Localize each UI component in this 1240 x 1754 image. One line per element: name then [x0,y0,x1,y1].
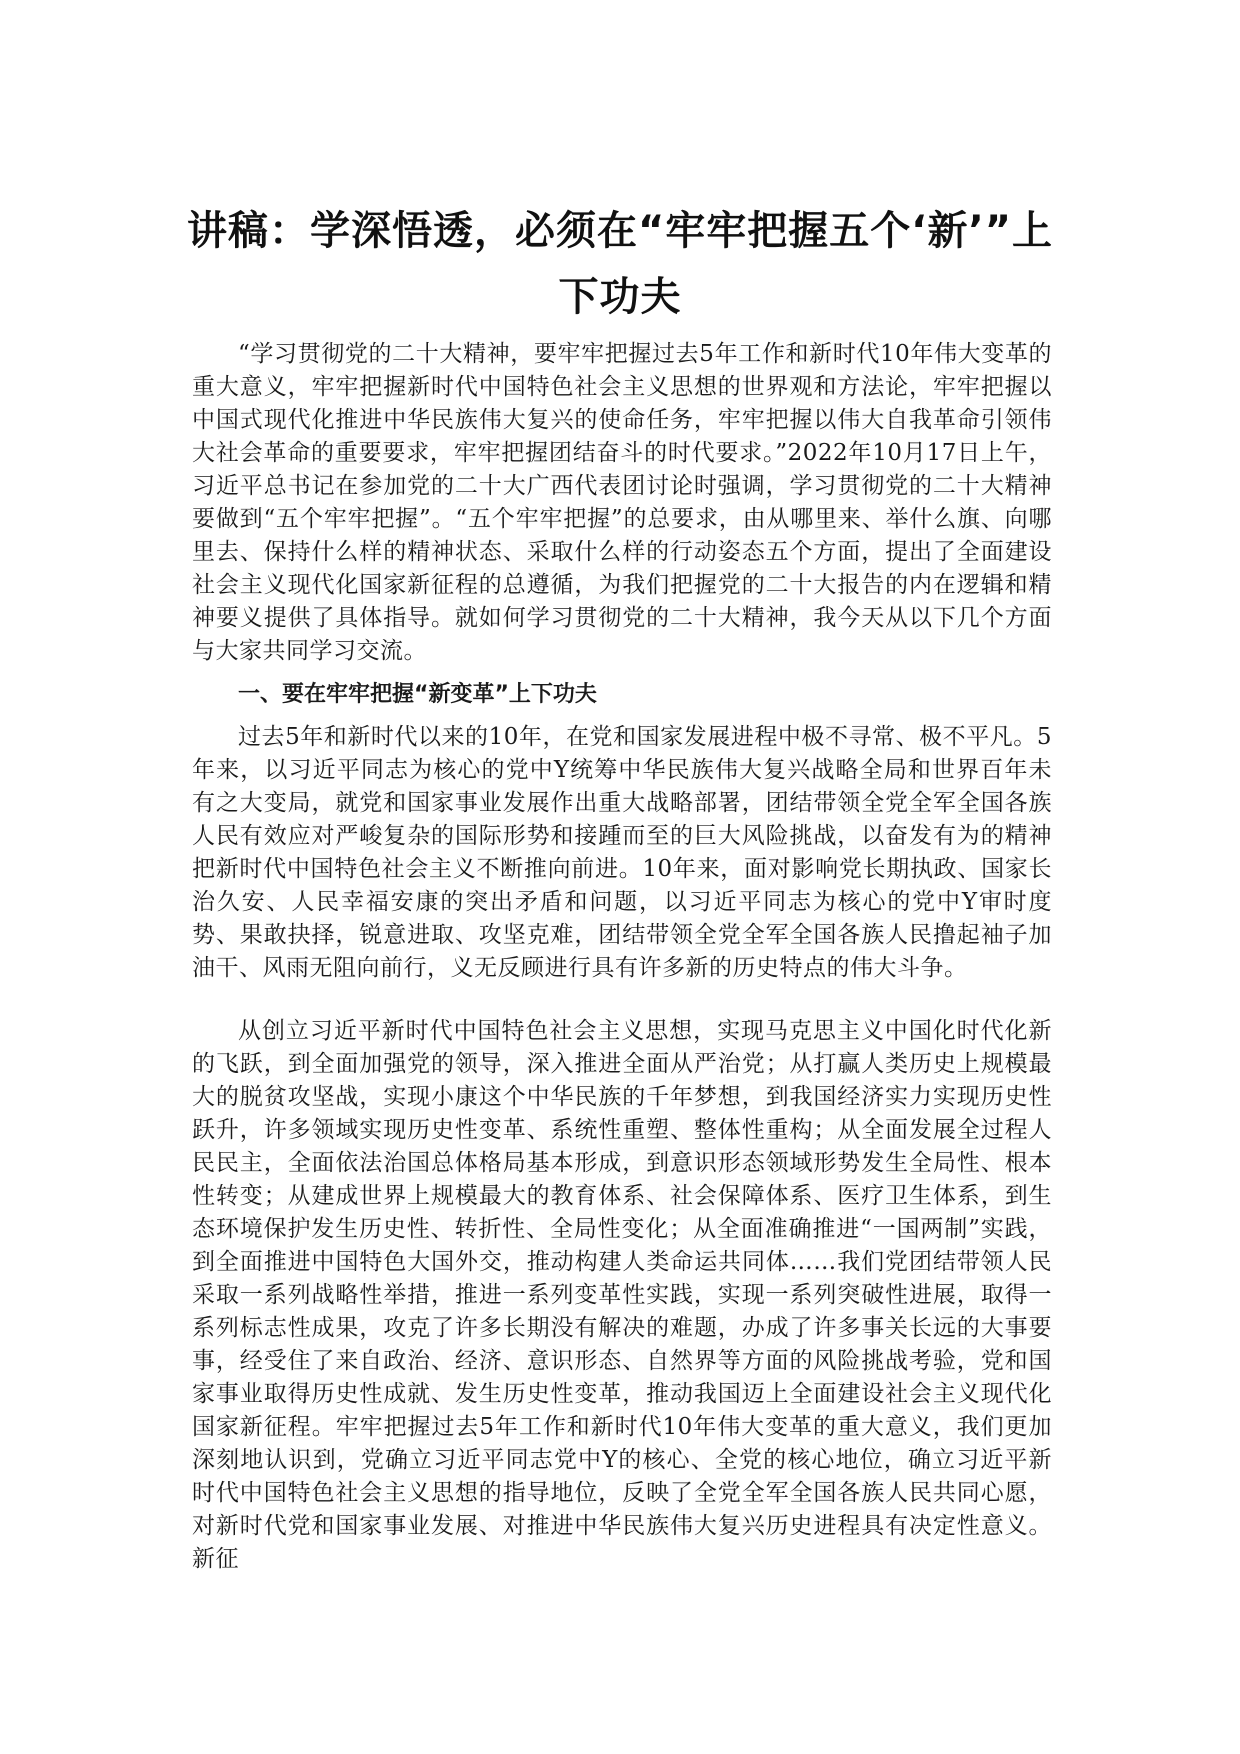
section-heading-1: 一、要在牢牢把握“新变革”上下功夫 [238,682,597,707]
section1-paragraph-2: 从创立习近平新时代中国特色社会主义思想，实现马克思主义中国化时代化新的飞跃，到全面加强党的领导，深入推进全面从严治党；从打赢人类历史上规模最大的脱贫攻坚战，实现小康这个中华民族的千年梦想，到我国经济实力实现历史性跃升，许多领域实现历史性变革、系统性重塑、整体性重构；从全面发展全过程人民民主，全面依法治国总体格局基本形成，到意识形态领域形势发生全局性、根本性转变；从建成世界上规模最大的教育体系、社会保障体系、医疗卫生体系，到生态环境保护发生历史性、转折性、全局性变化；从全面准确推进“一国两制”实践，到全面推进中国特色大国外交，推动构建人类命运共同体……我们党团结带领人民采取一系列战略性举措，推进一系列变革性实践，实现一系列突破性进展，取得一系列标志性成果，攻克了许多长期没有解决的难题，办成了许多事关长远的大事要事，经受住了来自政治、经济、意识形态、自然界等方面的风险挑战考验，党和国家事业取得历史性成就、发生历史性变革，推动我国迈上全面建设社会主义现代化国家新征程。牢牢把握过去5年工作和新时代10年伟大变革的重大意义，我们更加深刻地认识到，党确立习近平同志党中Y的核心、全党的核心地位，确立习近平新时代中国特色社会主义思想的指导地位，反映了全党全军全国各族人民共同心愿，对新时代党和国家事业发展、对推进中华民族伟大复兴历史进程具有决定性意义。新征 [192,1018,1052,1572]
document-body [192,338,1052,1576]
intro-paragraph: “学习贯彻党的二十大精神，要牢牢把握过去5年工作和新时代10年伟大变革的重大意义，牢牢把握新时代中国特色社会主义思想的世界观和方法论，牢牢把握以中国式现代化推进中华民族伟大复兴的使命任务，牢牢把握以伟大自我革命引领伟大社会革命的重要要求，牢牢把握团结奋斗的时代要求。”2022年10月17日上午，习近平总书记在参加党的二十大广西代表团讨论时强调，学习贯彻党的二十大精神要做到“五个牢牢把握”。“五个牢牢把握”的总要求，由从哪里来、举什么旗、向哪里去、保持什么样的精神状态、采取什么样的行动姿态五个方面，提出了全面建设社会主义现代化国家新征程的总遵循，为我们把握党的二十大报告的内在逻辑和精神要义提供了具体指导。就如何学习贯彻党的二十大精神，我今天从以下几个方面与大家共同学习交流。 [192,341,1052,664]
section1-paragraph-1: 过去5年和新时代以来的10年，在党和国家发展进程中极不寻常、极不平凡。5年来，以习近平同志为核心的党中Y统筹中华民族伟大复兴战略全局和世界百年未有之大变局，就党和国家事业发展作出重大战略部署，团结带领全党全军全国各族人民有效应对严峻复杂的国际形势和接踵而至的巨大风险挑战，以奋发有为的精神把新时代中国特色社会主义不断推向前进。10年来，面对影响党长期执政、国家长治久安、人民幸福安康的突出矛盾和问题，以习近平同志为核心的党中Y审时度势、果敢抉择，锐意进取、攻坚克难，团结带领全党全军全国各族人民撸起袖子加油干、风雨无阻向前行，义无反顾进行具有许多新的历史特点的伟大斗争。 [192,724,1052,981]
document-title: 讲稿：学深悟透，必须在“牢牢把握五个‘新’”上下功夫 [187,208,1053,320]
paragraph-spacer [192,985,1052,1015]
